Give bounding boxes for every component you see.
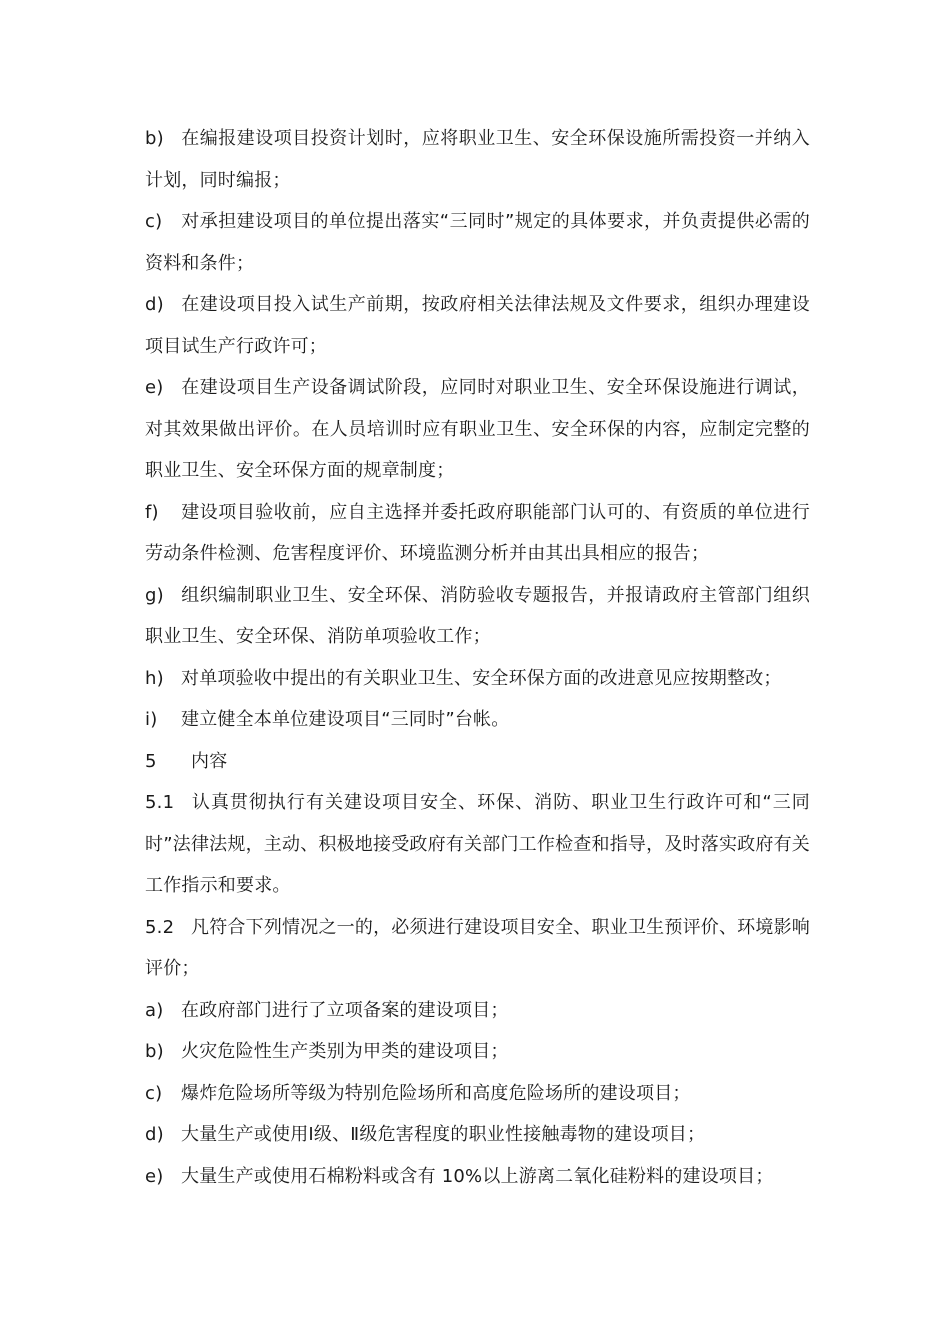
item-label: g) [145, 584, 164, 606]
clause [145, 782, 810, 907]
item-label: c) [145, 211, 163, 232]
item-text: 在政府部门进行了立项备案的建设项目； [181, 999, 509, 1021]
list-item [145, 1114, 810, 1156]
item-label: d) [145, 1124, 164, 1145]
item-text: 在编报建设项目投资计划时，应将职业卫生、安全环保设施所需投资一并纳入计划，同时编报； [145, 128, 810, 191]
item-label: h) [145, 667, 164, 689]
clause-text: 凡符合下列情况之一的，必须进行建设项目安全、职业卫生预评价、环境影响评价； [145, 916, 810, 979]
list-item [145, 575, 810, 658]
section-title: 内容 [191, 750, 228, 772]
clause [145, 907, 810, 990]
item-label: b) [145, 1041, 164, 1062]
section-heading [145, 741, 810, 783]
list-item [145, 1156, 810, 1198]
item-text: 在建设项目投入试生产前期，按政府相关法律法规及文件要求，组织办理建设项目试生产行政许可； [145, 294, 810, 357]
clause-text: 认真贯彻执行有关建设项目安全、环保、消防、职业卫生行政许可和“三同时”法律法规，主动、积极地接受政府有关部门工作检查和指导，及时落实政府有关工作指示和要求。 [145, 792, 810, 896]
list-item [145, 367, 810, 492]
list-item [145, 284, 810, 367]
item-text: 组织编制职业卫生、安全环保、消防验收专题报告，并报请政府主管部门组织职业卫生、安全环保、消防单项验收工作； [145, 584, 810, 647]
item-text: 在建设项目生产设备调试阶段，应同时对职业卫生、安全环保设施进行调试，对其效果做出评价。在人员培训时应有职业卫生、安全环保的内容，应制定完整的职业卫生、安全环保方面的规章制度； [145, 377, 810, 481]
item-label: e) [145, 377, 164, 398]
item-label: d) [145, 294, 164, 315]
item-text: 大量生产或使用石棉粉料或含有 10%以上游离二氧化硅粉料的建设项目； [181, 1165, 774, 1187]
item-label: b) [145, 128, 164, 149]
item-text: 对承担建设项目的单位提出落实“三同时”规定的具体要求，并负责提供必需的资料和条件； [145, 211, 810, 274]
item-text: 建立健全本单位建设项目“三同时”台帐。 [181, 709, 510, 730]
list-item [145, 118, 810, 201]
list-item [145, 1073, 810, 1115]
list-item [145, 699, 810, 741]
section-number: 5 [145, 750, 157, 772]
item-text: 爆炸危险场所等级为特别危险场所和高度危险场所的建设项目； [181, 1082, 691, 1104]
item-label: e) [145, 1165, 164, 1187]
item-text: 火灾危险性生产类别为甲类的建设项目； [181, 1041, 509, 1062]
list-item [145, 201, 810, 284]
item-label: c) [145, 1082, 163, 1104]
list-item [145, 1031, 810, 1073]
clause-number: 5.1 [145, 792, 175, 813]
document-body [145, 118, 810, 1197]
clause-number: 5.2 [145, 916, 175, 938]
item-label: a) [145, 999, 164, 1021]
item-label: f) [145, 501, 159, 523]
list-item [145, 658, 810, 700]
list-item [145, 990, 810, 1032]
item-text: 对单项验收中提出的有关职业卫生、安全环保方面的改进意见应按期整改； [181, 667, 782, 689]
item-text: 大量生产或使用Ⅰ级、Ⅱ级危害程度的职业性接触毒物的建设项目； [181, 1124, 706, 1145]
list-item [145, 492, 810, 575]
item-label: i) [145, 709, 158, 730]
item-text: 建设项目验收前，应自主选择并委托政府职能部门认可的、有资质的单位进行劳动条件检测、危害程度评价、环境监测分析并由其出具相应的报告； [145, 501, 810, 564]
